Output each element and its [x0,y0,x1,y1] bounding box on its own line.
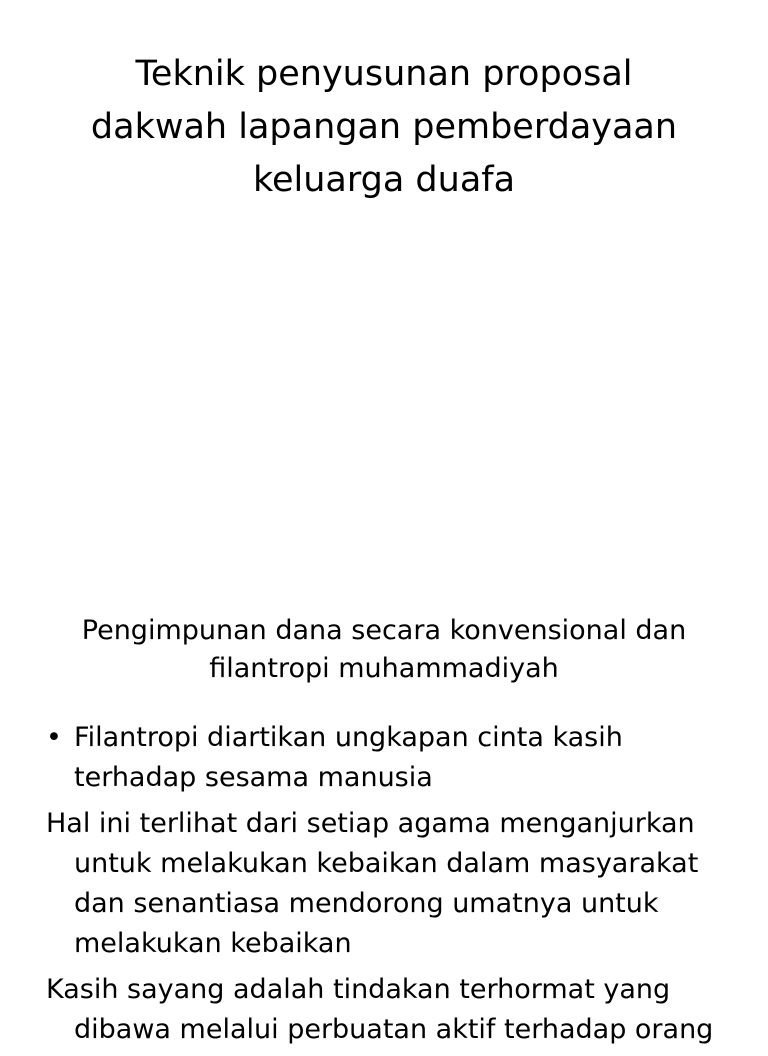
body-line: Hal ini terlihat dari setiap agama menganjurkan [46,808,695,839]
body-line: melakukan kebaikan [74,928,352,959]
body-line: dan senantiasa mendorong umatnya untuk [74,888,659,919]
list-item [46,804,736,964]
body-line: untuk melakukan kebaikan dalam masyarakat [74,848,699,879]
body-line [46,718,736,758]
list-item [46,718,736,798]
body-line: terhadap sesama manusia [74,762,433,793]
title-line: keluarga duafa [252,160,516,200]
bullet-icon: • [46,722,62,753]
body-line-text: Filantropi diartikan ungkapan cinta kasih [74,722,623,753]
body-line: dibawa melalui perbuatan aktif terhadap orang [74,1014,714,1045]
list-item [46,970,736,1050]
subtitle-line: Pengimpunan dana secara konvensional dan [81,615,687,646]
slide-body-list [46,718,736,1056]
title-line: dakwah lapangan pemberdayaan [90,107,678,147]
body-line: Kasih sayang adalah tindakan terhormat yang [46,974,671,1005]
subtitle-line: filantropi muhammadiyah [209,653,559,684]
slide-subtitle [0,612,768,688]
title-line: Teknik penyusunan proposal [135,54,633,94]
slide-title [0,48,768,207]
